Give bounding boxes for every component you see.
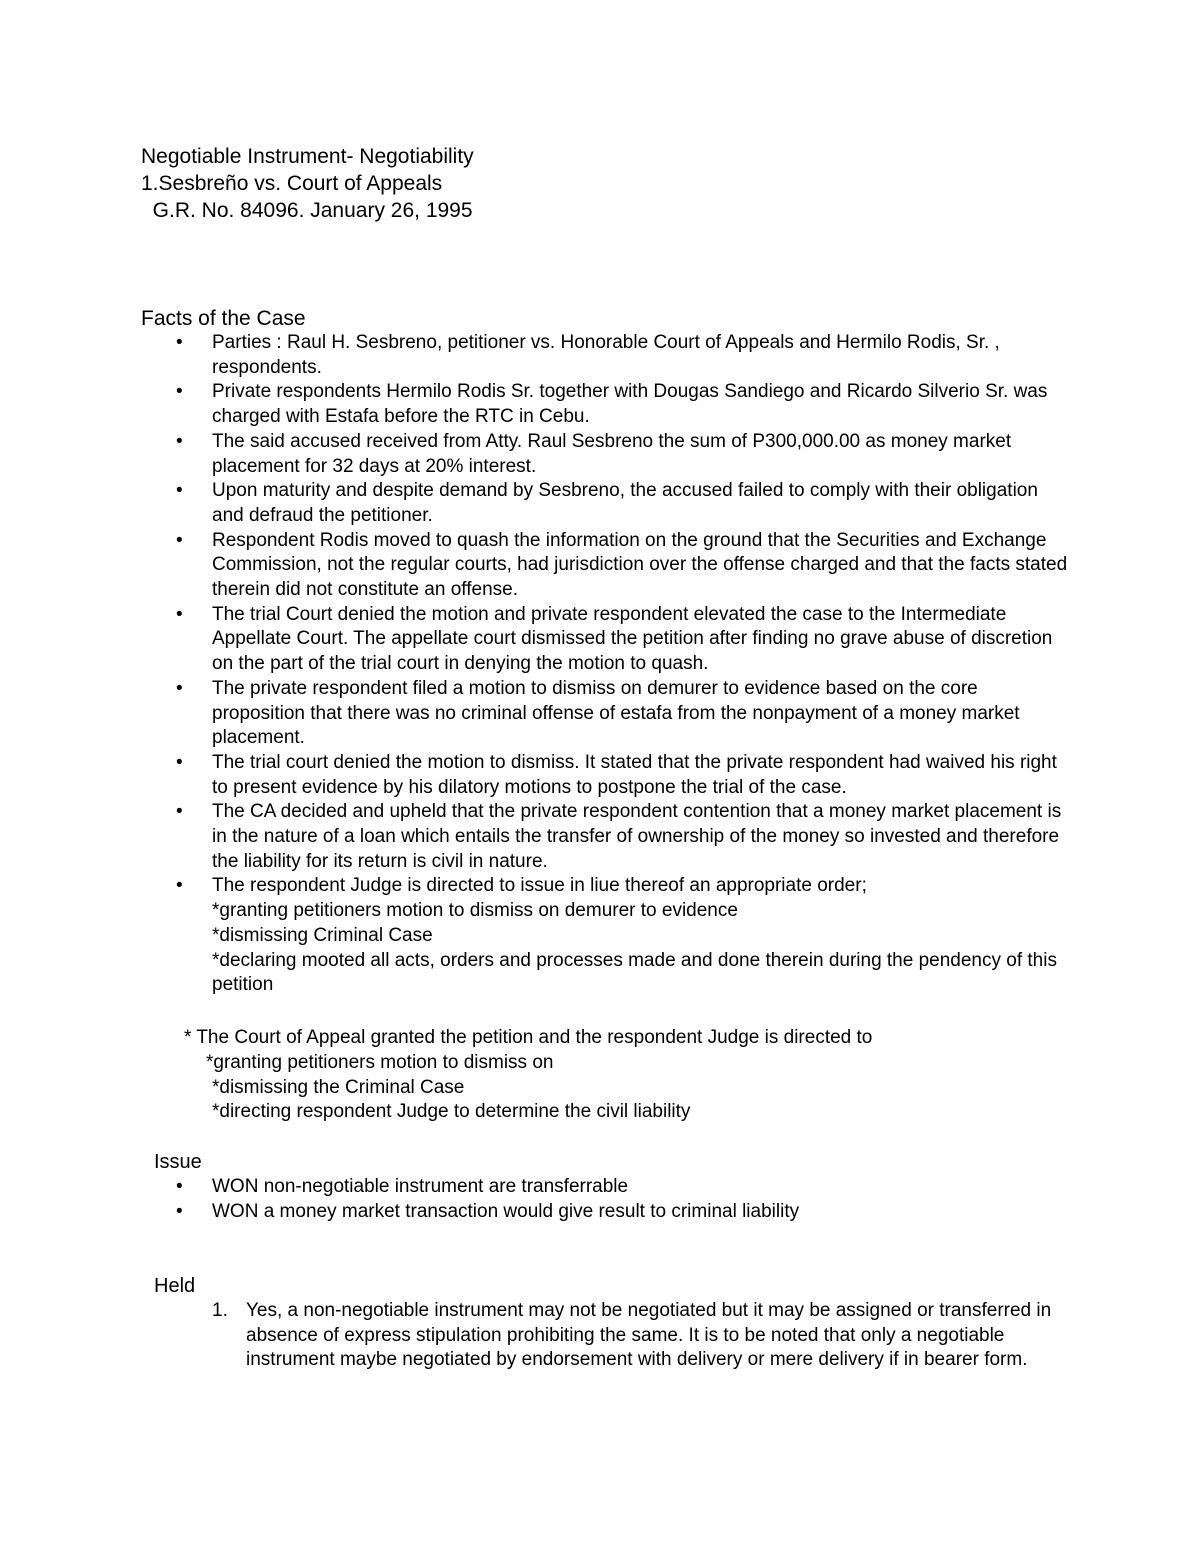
star-note-line: *granting petitioners motion to dismiss on — [206, 1052, 554, 1073]
list-item — [212, 1200, 1072, 1225]
list-item — [212, 430, 1072, 479]
star-note-line: *directing respondent Judge to determine the civil liability — [212, 1101, 691, 1122]
fact-text: Parties : Raul H. Sesbreno, petitioner vs. Honorable Court of Appeals and Hermilo Rodis, Sr. , respondents. — [212, 332, 1000, 378]
fact-text: Respondent Rodis moved to quash the information on the ground that the Securities and Exchange Commission, not the regular courts, had jurisdiction over the offense charged and that the facts stated therein did not constitute an offense. — [212, 529, 1068, 601]
sub-item: *declaring mooted all acts, orders and processes made and done therein during the pendency of this petition — [212, 949, 1057, 996]
list-item — [212, 380, 1072, 429]
list-item — [212, 874, 1072, 998]
fact-text: The said accused received from Atty. Raul Sesbreno the sum of P300,000.00 as money market placement for 32 days at 20% interest. — [212, 430, 1012, 477]
list-item — [212, 603, 1072, 677]
fact-text: The trial Court denied the motion and private respondent elevated the case to the Intermediate Appellate Court. The appellate court dismissed the petition after finding no grave abuse of discretion on the part of the trial court in denying the motion to quash. — [212, 603, 1053, 675]
list-item — [212, 1299, 1076, 1373]
issue-text: WON a money market transaction would give result to criminal liability — [212, 1200, 800, 1222]
fact-text: The private respondent filed a motion to dismiss on demurer to evidence based on the core proposition that there was no criminal offense of estafa from the nonpayment of a money market placement. — [212, 677, 1020, 749]
facts-list — [212, 331, 1072, 998]
facts-heading: Facts of the Case — [141, 307, 306, 330]
fact-text: The trial court denied the motion to dismiss. It stated that the private respondent had waived his right to present evidence by his dilatory motions to postpone the trial of the case. — [212, 751, 1057, 798]
sub-item: *dismissing Criminal Case — [212, 924, 433, 946]
list-item — [212, 1175, 1072, 1200]
list-number: 1. — [212, 1300, 228, 1321]
star-note-line: *dismissing the Criminal Case — [212, 1077, 465, 1098]
held-heading: Held — [154, 1275, 196, 1297]
list-item — [212, 677, 1072, 751]
list-item — [212, 529, 1072, 603]
list-item — [212, 751, 1072, 800]
fact-text: The CA decided and upheld that the private respondent contention that a money market placement is in the nature of a loan which entails the transfer of ownership of the money so invested and therefore the liability for its return is civil in nature. — [212, 801, 1062, 872]
star-note-line: * The Court of Appeal granted the petition and the respondent Judge is directed to — [184, 1027, 873, 1048]
list-item — [212, 479, 1072, 528]
fact-text: Upon maturity and despite demand by Sesbreno, the accused failed to comply with their obligation and defraud the petitioner. — [212, 480, 1038, 526]
issue-text: WON non-negotiable instrument are transferrable — [212, 1176, 629, 1197]
issue-list — [212, 1175, 1072, 1224]
fact-text: Private respondents Hermilo Rodis Sr. together with Dougas Sandiego and Ricardo Silverio Sr. was charged with Estafa before the RTC in Cebu. — [212, 381, 1048, 428]
fact-text: • The respondent Judge is directed to issue in liue thereof an appropriate order; — [212, 875, 867, 897]
issue-heading: Issue — [154, 1151, 202, 1173]
case-title: 1.Sesbreño vs. Court of Appeals — [141, 172, 443, 195]
held-list — [212, 1299, 1076, 1373]
list-item — [212, 331, 1072, 380]
list-item — [212, 800, 1072, 874]
document-title: Negotiable Instrument- Negotiability — [141, 145, 474, 168]
sub-item: *granting petitioners motion to dismiss on demurer to evidence — [212, 900, 738, 922]
held-text: Yes, a non-negotiable instrument may not be negotiated but it may be assigned or transferred in absence of express stipulation prohibiting the same. It is to be noted that only a negotiable instrument maybe negotiated by endorsement with delivery or mere delivery if in bearer form. — [246, 1300, 1052, 1371]
case-reference: G.R. No. 84096. January 26, 1995 — [141, 199, 473, 222]
